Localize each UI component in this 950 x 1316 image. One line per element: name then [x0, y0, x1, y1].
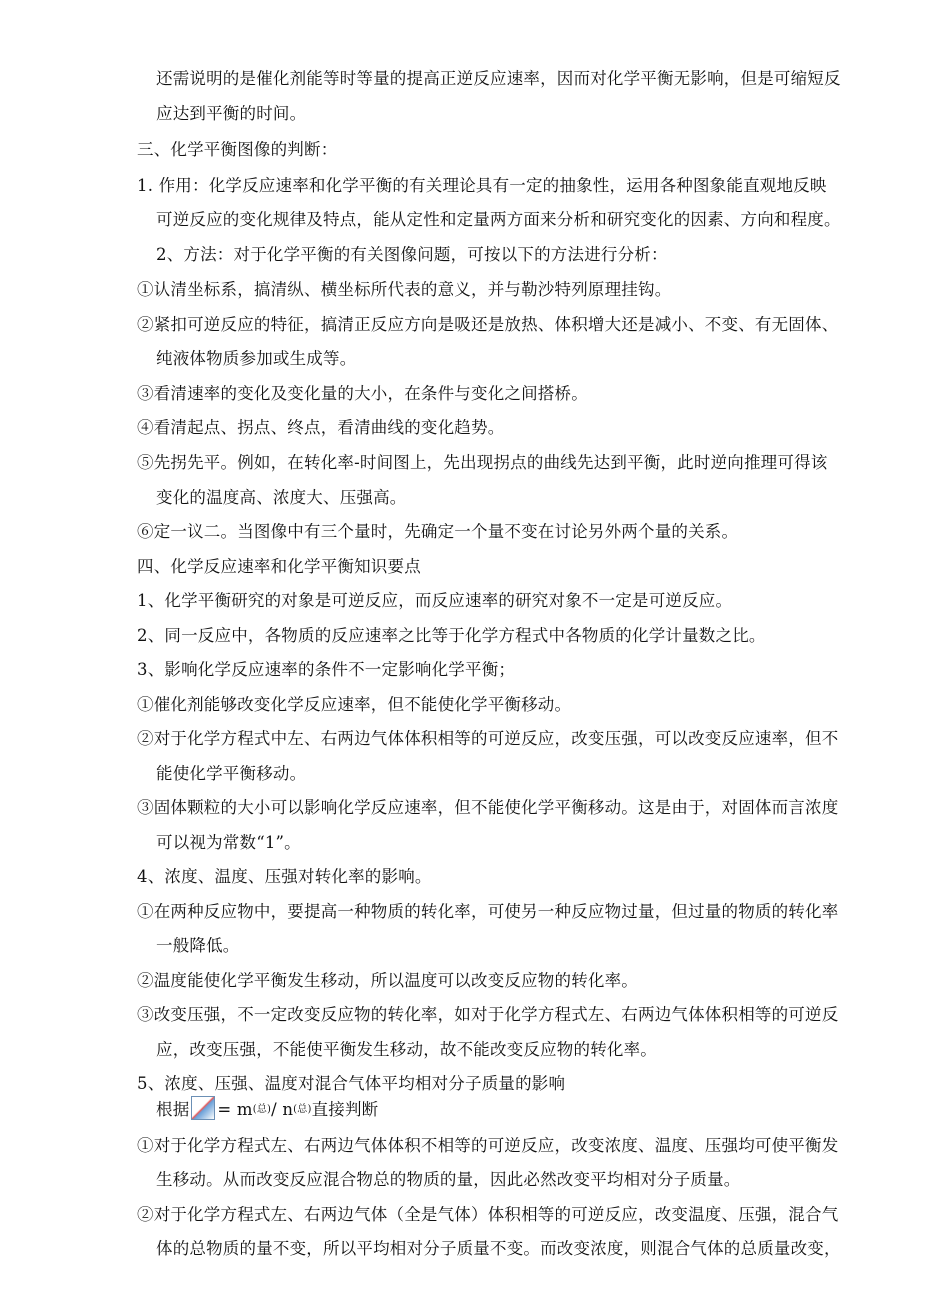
list-item: ②紧扣可逆反应的特征，搞清正反应方向是吸还是放热、体积增大还是减小、不变、有无固体、 — [137, 315, 839, 334]
text-line: 应达到平衡的时间。 — [156, 104, 307, 123]
text-line: 2、方法：对于化学平衡的有关图像问题，可按以下的方法进行分析： — [156, 245, 668, 264]
list-item: ③固体颗粒的大小可以影响化学反应速率，但不能使化学平衡移动。这是由于，对固体而言浓度 — [137, 798, 839, 817]
section-heading: 三、化学平衡图像的判断： — [137, 140, 338, 159]
text-line: 还需说明的是催化剂能等时等量的提高正逆反应速率，因而对化学平衡无影响，但是可缩短反 — [156, 69, 841, 88]
formula-equals: = m — [217, 1100, 253, 1119]
formula-prefix: 根据 — [156, 1100, 190, 1119]
formula-subscript: (总) — [293, 1104, 312, 1115]
list-item: ④看清起点、拐点、终点，看清曲线的变化趋势。 — [137, 418, 505, 437]
formula-subscript: (总) — [252, 1104, 272, 1115]
list-item: ②对于化学方程式左、右两边气体（全是气体）体积相等的可逆反应，改变温度、压强，混合气 — [137, 1205, 839, 1224]
formula-suffix: 直接判断 — [311, 1100, 379, 1119]
list-item: ①对于化学方程式左、右两边气体体积不相等的可逆反应，改变浓度、温度、压强均可使平衡发 — [137, 1136, 839, 1155]
list-item: ①在两种反应物中，要提高一种物质的转化率，可使另一种反应物过量，但过量的物质的转化率 — [137, 902, 839, 921]
text-line: 一般降低。 — [156, 936, 240, 955]
formula-divide: / n — [271, 1100, 294, 1119]
list-item: ②温度能使化学平衡发生移动，所以温度可以改变反应物的转化率。 — [137, 971, 638, 990]
list-item: 5、浓度、压强、温度对混合气体平均相对分子质量的影响 — [137, 1074, 566, 1093]
text-line: 体的总物质的量不变，所以平均相对分子质量不变。而改变浓度，则混合气体的总质量改变， — [156, 1239, 841, 1258]
average-molar-mass-symbol-icon — [191, 1096, 215, 1120]
text-line: 能使化学平衡移动。 — [156, 764, 307, 783]
list-item: 2、同一反应中，各物质的反应速率之比等于化学方程式中各物质的化学计量数之比。 — [137, 626, 766, 645]
text-line: 可逆反应的变化规律及特点，能从定性和定量两方面来分析和研究变化的因素、方向和程度。 — [156, 210, 841, 229]
list-item: ①认清坐标系，搞清纵、横坐标所代表的意义，并与勒沙特列原理挂钩。 — [137, 280, 672, 299]
text-line: 应，改变压强，不能使平衡发生移动，故不能改变反应物的转化率。 — [156, 1040, 657, 1059]
text-line: 变化的温度高、浓度大、压强高。 — [156, 488, 407, 507]
text-line: 生移动。从而改变反应混合物总的物质的量，因此必然改变平均相对分子质量。 — [156, 1170, 741, 1189]
text-line: 可以视为常数“1”。 — [156, 833, 301, 852]
list-item: ①催化剂能够改变化学反应速率，但不能使化学平衡移动。 — [137, 695, 572, 714]
list-item: ③改变压强，不一定改变反应物的转化率，如对于化学方程式左、右两边气体体积相等的可逆反 — [137, 1005, 839, 1024]
list-item: 3、影响化学反应速率的条件不一定影响化学平衡； — [137, 660, 516, 679]
formula-line — [156, 1098, 378, 1122]
text-line: 纯液体物质参加或生成等。 — [156, 349, 357, 368]
list-item: ⑤先拐先平。例如，在转化率-时间图上，先出现拐点的曲线先达到平衡，此时逆向推理可得该 — [137, 453, 828, 472]
list-item: ⑥定一议二。当图像中有三个量时，先确定一个量不变在讨论另外两个量的关系。 — [137, 522, 739, 541]
list-item: ②对于化学方程式中左、右两边气体体积相等的可逆反应，改变压强，可以改变反应速率，但不 — [137, 729, 839, 748]
list-item: 1、化学平衡研究的对象是可逆反应，而反应速率的研究对象不一定是可逆反应。 — [137, 591, 733, 610]
list-item: ③看清速率的变化及变化量的大小，在条件与变化之间搭桥。 — [137, 384, 588, 403]
list-item: 4、浓度、温度、压强对转化率的影响。 — [137, 867, 432, 886]
text-line: 1. 作用：化学反应速率和化学平衡的有关理论具有一定的抽象性，运用各种图象能直观地反映 — [137, 176, 827, 195]
section-heading: 四、化学反应速率和化学平衡知识要点 — [137, 557, 421, 576]
